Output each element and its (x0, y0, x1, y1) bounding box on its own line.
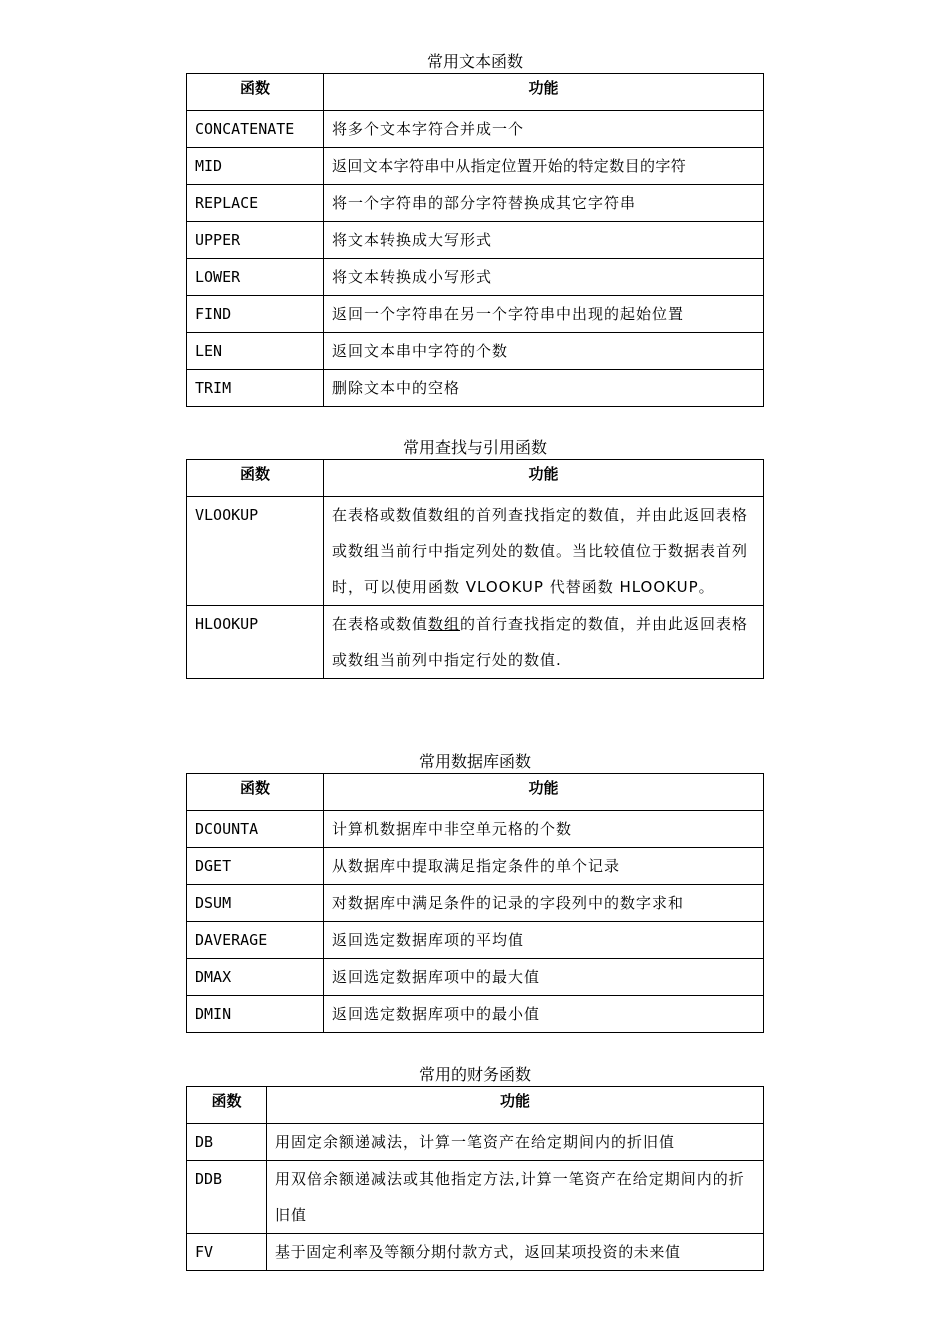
function-name: MID (187, 148, 324, 185)
table-row (187, 1124, 764, 1161)
database-functions-table (186, 773, 764, 1033)
header-desc: 功能 (267, 1087, 764, 1124)
function-desc: 用固定余额递减法，计算一笔资产在给定期间内的折旧值 (267, 1124, 764, 1161)
table-row (187, 811, 764, 848)
function-name: LOWER (187, 259, 324, 296)
function-name: REPLACE (187, 185, 324, 222)
function-name: DMAX (187, 959, 324, 996)
function-name: DCOUNTA (187, 811, 324, 848)
desc-text: 的首行查找指定的数值，并由此返回表格或数组当前列中指定行处的数值. (332, 615, 749, 669)
function-desc: 在表格或数值数组的首列查找指定的数值，并由此返回表格或数组当前行中指定列处的数值。当比较值位于数据表首列时，可以使用函数 VLOOKUP 代替函数 HLOOKUP。 (324, 497, 764, 606)
table-row (187, 1161, 764, 1234)
function-name: LEN (187, 333, 324, 370)
table-row (187, 606, 764, 679)
array-link[interactable]: 数组 (428, 615, 461, 633)
function-name: UPPER (187, 222, 324, 259)
function-desc (324, 606, 764, 679)
table-row (187, 1234, 764, 1271)
function-desc: 删除文本中的空格 (324, 370, 764, 407)
header-desc: 功能 (324, 460, 764, 497)
table-header-row (187, 774, 764, 811)
function-name: DSUM (187, 885, 324, 922)
header-func: 函数 (187, 774, 324, 811)
function-desc: 计算机数据库中非空单元格的个数 (324, 811, 764, 848)
table-row (187, 497, 764, 606)
function-name: DAVERAGE (187, 922, 324, 959)
table-row (187, 333, 764, 370)
function-name: DB (187, 1124, 267, 1161)
function-desc: 返回选定数据库项中的最大值 (324, 959, 764, 996)
function-name: DGET (187, 848, 324, 885)
function-desc: 返回文本字符串中从指定位置开始的特定数目的字符 (324, 148, 764, 185)
finance-functions-table (186, 1086, 764, 1271)
table-row (187, 111, 764, 148)
lookup-functions-title: 常用查找与引用函数 (402, 438, 547, 457)
function-desc: 将文本转换成小写形式 (324, 259, 764, 296)
desc-text: 在表格或数值 (332, 615, 429, 633)
function-name: TRIM (187, 370, 324, 407)
table-header-row (187, 1087, 764, 1124)
function-name: FV (187, 1234, 267, 1271)
table-row (187, 259, 764, 296)
table-header-row (187, 74, 764, 111)
table-row (187, 848, 764, 885)
function-desc: 从数据库中提取满足指定条件的单个记录 (324, 848, 764, 885)
header-desc: 功能 (324, 774, 764, 811)
function-desc: 将文本转换成大写形式 (324, 222, 764, 259)
table-row (187, 370, 764, 407)
table-row (187, 296, 764, 333)
function-desc: 返回选定数据库项中的最小值 (324, 996, 764, 1033)
function-desc: 用双倍余额递减法或其他指定方法,计算一笔资产在给定期间内的折旧值 (267, 1161, 764, 1234)
header-func: 函数 (187, 1087, 267, 1124)
database-functions-title: 常用数据库函数 (418, 752, 531, 771)
header-func: 函数 (187, 460, 324, 497)
function-desc: 基于固定利率及等额分期付款方式，返回某项投资的未来值 (267, 1234, 764, 1271)
finance-functions-title: 常用的财务函数 (418, 1065, 531, 1084)
function-desc: 对数据库中满足条件的记录的字段列中的数字求和 (324, 885, 764, 922)
function-name: CONCATENATE (187, 111, 324, 148)
function-desc: 将一个字符串的部分字符替换成其它字符串 (324, 185, 764, 222)
function-name: VLOOKUP (187, 497, 324, 606)
table-row (187, 222, 764, 259)
function-desc: 将多个文本字符合并成一个 (324, 111, 764, 148)
table-row (187, 185, 764, 222)
function-desc: 返回选定数据库项的平均值 (324, 922, 764, 959)
table-row (187, 922, 764, 959)
function-name: FIND (187, 296, 324, 333)
table-row (187, 996, 764, 1033)
text-functions-title: 常用文本函数 (426, 52, 523, 71)
function-name: DDB (187, 1161, 267, 1234)
table-row (187, 885, 764, 922)
header-func: 函数 (187, 74, 324, 111)
table-row (187, 959, 764, 996)
table-header-row (187, 460, 764, 497)
table-row (187, 148, 764, 185)
function-name: HLOOKUP (187, 606, 324, 679)
header-desc: 功能 (324, 74, 764, 111)
function-desc: 返回文本串中字符的个数 (324, 333, 764, 370)
function-name: DMIN (187, 996, 324, 1033)
function-desc: 返回一个字符串在另一个字符串中出现的起始位置 (324, 296, 764, 333)
text-functions-table (186, 73, 764, 407)
lookup-functions-table (186, 459, 764, 679)
